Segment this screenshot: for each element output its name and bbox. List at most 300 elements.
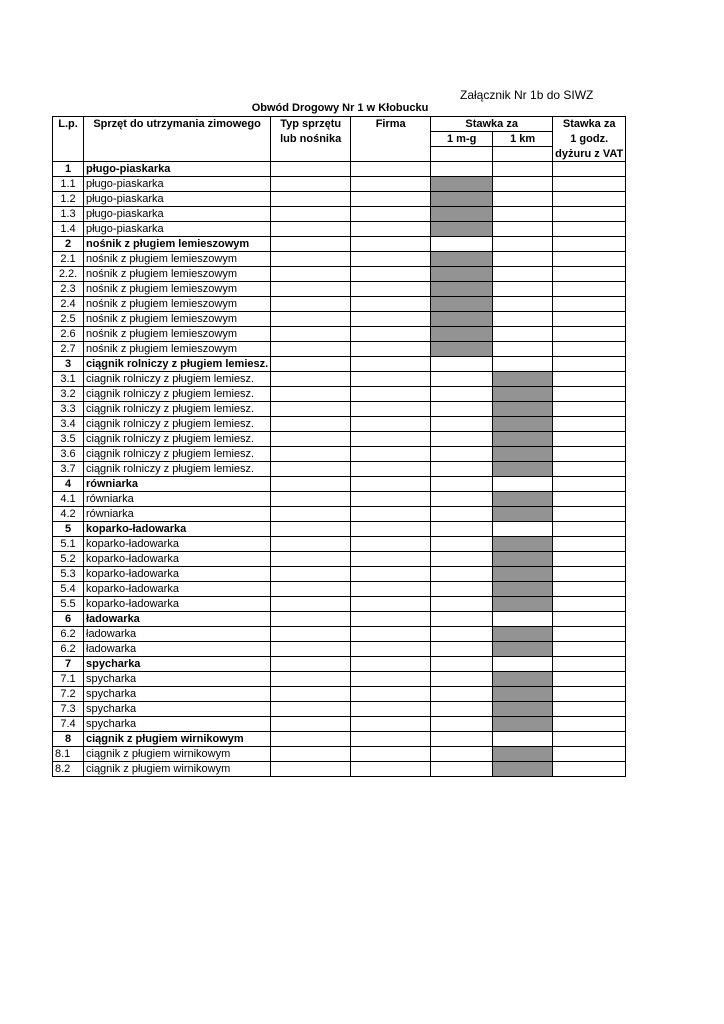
rate-km-cell[interactable] bbox=[493, 192, 553, 207]
rate-mg-cell[interactable] bbox=[431, 357, 493, 372]
group-row bbox=[53, 477, 626, 492]
rate-km-cell[interactable] bbox=[493, 507, 553, 522]
rate-km-cell[interactable] bbox=[493, 477, 553, 492]
rate-mg-cell[interactable] bbox=[431, 372, 493, 387]
rate-mg-cell[interactable] bbox=[431, 612, 493, 627]
duty-rate-cell[interactable] bbox=[553, 447, 626, 462]
row-equipment: ciągnik rolniczy z pługiem lemiesz. bbox=[84, 417, 271, 432]
rate-km-cell[interactable] bbox=[493, 597, 553, 612]
rate-km-cell[interactable] bbox=[493, 222, 553, 237]
type-cell[interactable] bbox=[271, 522, 351, 537]
row-equipment: ładowarka bbox=[84, 642, 271, 657]
rate-km-cell[interactable] bbox=[493, 372, 553, 387]
rate-mg-cell[interactable] bbox=[431, 312, 493, 327]
firm-cell[interactable] bbox=[351, 642, 431, 657]
duty-rate-cell[interactable] bbox=[553, 582, 626, 597]
type-cell[interactable] bbox=[271, 222, 351, 237]
rate-mg-cell[interactable] bbox=[431, 417, 493, 432]
rate-mg-cell[interactable] bbox=[431, 702, 493, 717]
type-cell[interactable] bbox=[271, 612, 351, 627]
row-equipment: pługo-piaskarka bbox=[84, 177, 271, 192]
firm-cell[interactable] bbox=[351, 372, 431, 387]
rate-mg-cell[interactable] bbox=[431, 177, 493, 192]
duty-rate-cell[interactable] bbox=[553, 312, 626, 327]
firm-cell[interactable] bbox=[351, 627, 431, 642]
duty-rate-cell[interactable] bbox=[553, 492, 626, 507]
row-lp: 5 bbox=[53, 522, 84, 537]
rate-mg-cell[interactable] bbox=[431, 567, 493, 582]
firm-cell[interactable] bbox=[351, 582, 431, 597]
rate-mg-cell[interactable] bbox=[431, 492, 493, 507]
type-cell[interactable] bbox=[271, 642, 351, 657]
rate-km-cell[interactable] bbox=[493, 327, 553, 342]
firm-cell[interactable] bbox=[351, 237, 431, 252]
row-lp: 3.7 bbox=[53, 462, 84, 477]
row-lp: 2 bbox=[53, 237, 84, 252]
row-lp: 6 bbox=[53, 612, 84, 627]
rate-km-cell[interactable] bbox=[493, 717, 553, 732]
row-equipment: ciągnik rolniczy z pługiem lemiesz. bbox=[84, 387, 271, 402]
type-cell[interactable] bbox=[271, 162, 351, 177]
duty-rate-cell[interactable] bbox=[553, 537, 626, 552]
duty-rate-cell[interactable] bbox=[553, 192, 626, 207]
row-lp: 8 bbox=[53, 732, 84, 747]
firm-cell[interactable] bbox=[351, 552, 431, 567]
rate-km-cell[interactable] bbox=[493, 552, 553, 567]
rate-km-cell[interactable] bbox=[493, 252, 553, 267]
type-cell[interactable] bbox=[271, 177, 351, 192]
rate-mg-cell[interactable] bbox=[431, 582, 493, 597]
row-equipment: ciągnik z pługiem wirnikowym bbox=[84, 762, 271, 777]
type-cell[interactable] bbox=[271, 747, 351, 762]
rate-km-cell[interactable] bbox=[493, 267, 553, 282]
firm-cell[interactable] bbox=[351, 177, 431, 192]
type-cell[interactable] bbox=[271, 357, 351, 372]
duty-rate-cell[interactable] bbox=[553, 372, 626, 387]
row-lp: 7.1 bbox=[53, 672, 84, 687]
type-cell[interactable] bbox=[271, 312, 351, 327]
rate-mg-cell[interactable] bbox=[431, 192, 493, 207]
type-cell[interactable] bbox=[271, 687, 351, 702]
duty-rate-cell[interactable] bbox=[553, 552, 626, 567]
duty-rate-cell[interactable] bbox=[553, 597, 626, 612]
duty-rate-cell[interactable] bbox=[553, 237, 626, 252]
rate-mg-cell[interactable] bbox=[431, 327, 493, 342]
table-row bbox=[53, 462, 626, 477]
row-lp: 5.4 bbox=[53, 582, 84, 597]
firm-cell[interactable] bbox=[351, 282, 431, 297]
table-row bbox=[53, 567, 626, 582]
firm-cell[interactable] bbox=[351, 162, 431, 177]
row-equipment: pługo-piaskarka bbox=[84, 207, 271, 222]
firm-cell[interactable] bbox=[351, 327, 431, 342]
rate-mg-cell[interactable] bbox=[431, 267, 493, 282]
type-cell[interactable] bbox=[271, 567, 351, 582]
duty-rate-cell[interactable] bbox=[553, 162, 626, 177]
rate-km-cell[interactable] bbox=[493, 582, 553, 597]
type-cell[interactable] bbox=[271, 672, 351, 687]
rate-km-cell[interactable] bbox=[493, 672, 553, 687]
row-equipment: nośnik z pługiem lemieszowym bbox=[84, 297, 271, 312]
group-row bbox=[53, 657, 626, 672]
row-lp: 2.5 bbox=[53, 312, 84, 327]
firm-cell[interactable] bbox=[351, 702, 431, 717]
rate-km-cell[interactable] bbox=[493, 747, 553, 762]
type-cell[interactable] bbox=[271, 387, 351, 402]
duty-rate-cell[interactable] bbox=[553, 732, 626, 747]
row-equipment: koparko-ładowarka bbox=[84, 567, 271, 582]
rate-km-cell[interactable] bbox=[493, 762, 553, 777]
type-cell[interactable] bbox=[271, 732, 351, 747]
rate-mg-cell[interactable] bbox=[431, 432, 493, 447]
rate-km-cell[interactable] bbox=[493, 492, 553, 507]
firm-cell[interactable] bbox=[351, 732, 431, 747]
type-cell[interactable] bbox=[271, 597, 351, 612]
row-equipment: ciągnik rolniczy z pługiem lemiesz. bbox=[84, 402, 271, 417]
rate-km-cell[interactable] bbox=[493, 282, 553, 297]
header-firm: Firma bbox=[351, 117, 431, 162]
duty-rate-cell[interactable] bbox=[553, 282, 626, 297]
firm-cell[interactable] bbox=[351, 507, 431, 522]
type-cell[interactable] bbox=[271, 447, 351, 462]
table-row bbox=[53, 687, 626, 702]
row-equipment: spycharka bbox=[84, 687, 271, 702]
table-row bbox=[53, 327, 626, 342]
row-lp: 7.3 bbox=[53, 702, 84, 717]
row-equipment: pługo-piaskarka bbox=[84, 222, 271, 237]
table-row bbox=[53, 417, 626, 432]
type-cell[interactable] bbox=[271, 762, 351, 777]
rate-mg-cell[interactable] bbox=[431, 627, 493, 642]
table-row bbox=[53, 387, 626, 402]
type-cell[interactable] bbox=[271, 282, 351, 297]
duty-rate-cell[interactable] bbox=[553, 327, 626, 342]
table-row bbox=[53, 177, 626, 192]
rate-km-cell[interactable] bbox=[493, 612, 553, 627]
rate-mg-cell[interactable] bbox=[431, 732, 493, 747]
rate-km-cell[interactable] bbox=[493, 447, 553, 462]
rate-mg-cell[interactable] bbox=[431, 402, 493, 417]
duty-rate-cell[interactable] bbox=[553, 207, 626, 222]
type-cell[interactable] bbox=[271, 492, 351, 507]
table-row bbox=[53, 762, 626, 777]
rate-mg-cell[interactable] bbox=[431, 537, 493, 552]
duty-rate-cell[interactable] bbox=[553, 657, 626, 672]
rate-mg-cell[interactable] bbox=[431, 552, 493, 567]
type-cell[interactable] bbox=[271, 402, 351, 417]
rate-km-cell[interactable] bbox=[493, 312, 553, 327]
rate-km-cell[interactable] bbox=[493, 417, 553, 432]
rate-mg-cell[interactable] bbox=[431, 747, 493, 762]
duty-rate-cell[interactable] bbox=[553, 267, 626, 282]
firm-cell[interactable] bbox=[351, 402, 431, 417]
duty-rate-cell[interactable] bbox=[553, 702, 626, 717]
row-lp: 5.1 bbox=[53, 537, 84, 552]
firm-cell[interactable] bbox=[351, 192, 431, 207]
table-row bbox=[53, 282, 626, 297]
duty-rate-cell[interactable] bbox=[553, 177, 626, 192]
type-cell[interactable] bbox=[271, 657, 351, 672]
rate-km-cell[interactable] bbox=[493, 537, 553, 552]
table-row bbox=[53, 372, 626, 387]
duty-rate-cell[interactable] bbox=[553, 462, 626, 477]
table-row bbox=[53, 672, 626, 687]
duty-rate-cell[interactable] bbox=[553, 342, 626, 357]
type-cell[interactable] bbox=[271, 252, 351, 267]
firm-cell[interactable] bbox=[351, 522, 431, 537]
table-row bbox=[53, 312, 626, 327]
header-type-line1: Typ sprzętu bbox=[271, 117, 351, 132]
type-cell[interactable] bbox=[271, 192, 351, 207]
firm-cell[interactable] bbox=[351, 312, 431, 327]
row-equipment: spycharka bbox=[84, 657, 271, 672]
row-equipment: pługo-piaskarka bbox=[84, 162, 271, 177]
row-lp: 3 bbox=[53, 357, 84, 372]
row-lp: 2.2. bbox=[53, 267, 84, 282]
duty-rate-cell[interactable] bbox=[553, 417, 626, 432]
rate-km-cell[interactable] bbox=[493, 657, 553, 672]
duty-rate-cell[interactable] bbox=[553, 357, 626, 372]
firm-cell[interactable] bbox=[351, 657, 431, 672]
type-cell[interactable] bbox=[271, 237, 351, 252]
row-equipment: ciągnik rolniczy z pługiem lemiesz. bbox=[84, 447, 271, 462]
firm-cell[interactable] bbox=[351, 492, 431, 507]
type-cell[interactable] bbox=[271, 372, 351, 387]
rate-km-cell[interactable] bbox=[493, 177, 553, 192]
row-equipment: koparko-ładowarka bbox=[84, 552, 271, 567]
rate-mg-cell[interactable] bbox=[431, 657, 493, 672]
type-cell[interactable] bbox=[271, 537, 351, 552]
duty-rate-cell[interactable] bbox=[553, 432, 626, 447]
group-row bbox=[53, 357, 626, 372]
firm-cell[interactable] bbox=[351, 462, 431, 477]
rate-mg-cell[interactable] bbox=[431, 672, 493, 687]
rate-mg-cell[interactable] bbox=[431, 237, 493, 252]
header-type-line2: lub nośnika bbox=[271, 132, 351, 147]
rate-mg-cell[interactable] bbox=[431, 222, 493, 237]
firm-cell[interactable] bbox=[351, 387, 431, 402]
row-equipment: ciagnik rolniczy z pługiem lemiesz. bbox=[84, 372, 271, 387]
group-row bbox=[53, 237, 626, 252]
rate-mg-cell[interactable] bbox=[431, 717, 493, 732]
attachment-label: Załącznik Nr 1b do SIWZ bbox=[460, 88, 594, 102]
row-lp: 2.1 bbox=[53, 252, 84, 267]
firm-cell[interactable] bbox=[351, 612, 431, 627]
row-lp: 3.5 bbox=[53, 432, 84, 447]
header-duty-line2: 1 godz. bbox=[553, 132, 626, 147]
firm-cell[interactable] bbox=[351, 222, 431, 237]
firm-cell[interactable] bbox=[351, 597, 431, 612]
header-row bbox=[53, 117, 626, 132]
type-cell[interactable] bbox=[271, 702, 351, 717]
rate-mg-cell[interactable] bbox=[431, 642, 493, 657]
rate-km-cell[interactable] bbox=[493, 642, 553, 657]
table-row bbox=[53, 642, 626, 657]
table-row bbox=[53, 192, 626, 207]
rate-km-cell[interactable] bbox=[493, 432, 553, 447]
type-cell[interactable] bbox=[271, 432, 351, 447]
firm-cell[interactable] bbox=[351, 252, 431, 267]
rate-km-cell[interactable] bbox=[493, 687, 553, 702]
row-equipment: równiarka bbox=[84, 477, 271, 492]
row-equipment: ciągnik rolniczy z pługiem lemiesz. bbox=[84, 357, 271, 372]
duty-rate-cell[interactable] bbox=[553, 717, 626, 732]
header-duty-line3: dyżuru z VAT bbox=[553, 147, 626, 162]
rate-mg-cell[interactable] bbox=[431, 162, 493, 177]
rate-mg-cell[interactable] bbox=[431, 447, 493, 462]
rate-km-cell[interactable] bbox=[493, 207, 553, 222]
row-equipment: ciągnik z pługiem wirnikowym bbox=[84, 747, 271, 762]
table-row bbox=[53, 252, 626, 267]
firm-cell[interactable] bbox=[351, 567, 431, 582]
row-equipment: spycharka bbox=[84, 717, 271, 732]
row-equipment: ładowarka bbox=[84, 627, 271, 642]
type-cell[interactable] bbox=[271, 507, 351, 522]
row-equipment: nośnik z pługiem lemieszowym bbox=[84, 252, 271, 267]
firm-cell[interactable] bbox=[351, 477, 431, 492]
rate-mg-cell[interactable] bbox=[431, 687, 493, 702]
duty-rate-cell[interactable] bbox=[553, 402, 626, 417]
table-row bbox=[53, 297, 626, 312]
rate-mg-cell[interactable] bbox=[431, 252, 493, 267]
type-cell[interactable] bbox=[271, 552, 351, 567]
row-lp: 1 bbox=[53, 162, 84, 177]
row-equipment: równiarka bbox=[84, 507, 271, 522]
row-lp: 5.5 bbox=[53, 597, 84, 612]
group-row bbox=[53, 522, 626, 537]
firm-cell[interactable] bbox=[351, 672, 431, 687]
rate-mg-cell[interactable] bbox=[431, 462, 493, 477]
firm-cell[interactable] bbox=[351, 267, 431, 282]
table-row bbox=[53, 747, 626, 762]
type-cell[interactable] bbox=[271, 297, 351, 312]
rate-mg-cell[interactable] bbox=[431, 762, 493, 777]
type-cell[interactable] bbox=[271, 207, 351, 222]
rate-mg-cell[interactable] bbox=[431, 282, 493, 297]
rate-km-cell[interactable] bbox=[493, 567, 553, 582]
firm-cell[interactable] bbox=[351, 297, 431, 312]
firm-cell[interactable] bbox=[351, 762, 431, 777]
row-equipment: spycharka bbox=[84, 702, 271, 717]
rate-mg-cell[interactable] bbox=[431, 297, 493, 312]
firm-cell[interactable] bbox=[351, 357, 431, 372]
type-cell[interactable] bbox=[271, 342, 351, 357]
duty-rate-cell[interactable] bbox=[553, 297, 626, 312]
rate-mg-cell[interactable] bbox=[431, 477, 493, 492]
group-row bbox=[53, 612, 626, 627]
type-cell[interactable] bbox=[271, 462, 351, 477]
firm-cell[interactable] bbox=[351, 687, 431, 702]
rate-km-cell[interactable] bbox=[493, 342, 553, 357]
row-lp: 7 bbox=[53, 657, 84, 672]
duty-rate-cell[interactable] bbox=[553, 522, 626, 537]
type-cell[interactable] bbox=[271, 627, 351, 642]
duty-rate-cell[interactable] bbox=[553, 477, 626, 492]
rate-km-cell[interactable] bbox=[493, 702, 553, 717]
row-equipment: ciągnik rolniczy z pługiem lemiesz. bbox=[84, 462, 271, 477]
firm-cell[interactable] bbox=[351, 537, 431, 552]
rate-km-cell[interactable] bbox=[493, 297, 553, 312]
row-lp: 5.3 bbox=[53, 567, 84, 582]
table-row bbox=[53, 207, 626, 222]
firm-cell[interactable] bbox=[351, 747, 431, 762]
rate-km-cell[interactable] bbox=[493, 627, 553, 642]
table-row bbox=[53, 507, 626, 522]
rate-mg-cell[interactable] bbox=[431, 597, 493, 612]
type-cell[interactable] bbox=[271, 717, 351, 732]
rate-mg-cell[interactable] bbox=[431, 207, 493, 222]
duty-rate-cell[interactable] bbox=[553, 222, 626, 237]
row-lp: 3.4 bbox=[53, 417, 84, 432]
duty-rate-cell[interactable] bbox=[553, 672, 626, 687]
rate-km-cell[interactable] bbox=[493, 732, 553, 747]
rate-mg-cell[interactable] bbox=[431, 342, 493, 357]
row-equipment: koparko-ładowarka bbox=[84, 522, 271, 537]
row-lp: 6.2 bbox=[53, 642, 84, 657]
rate-mg-cell[interactable] bbox=[431, 387, 493, 402]
header-duty-line1: Stawka za bbox=[553, 117, 626, 132]
type-cell[interactable] bbox=[271, 267, 351, 282]
rates-table bbox=[52, 116, 626, 777]
duty-rate-cell[interactable] bbox=[553, 627, 626, 642]
firm-cell[interactable] bbox=[351, 417, 431, 432]
header-equipment: Sprzęt do utrzymania zimowego bbox=[84, 117, 271, 162]
rate-mg-cell[interactable] bbox=[431, 522, 493, 537]
table-row bbox=[53, 627, 626, 642]
row-lp: 1.1 bbox=[53, 177, 84, 192]
duty-rate-cell[interactable] bbox=[553, 252, 626, 267]
duty-rate-cell[interactable] bbox=[553, 387, 626, 402]
table-row bbox=[53, 267, 626, 282]
duty-rate-cell[interactable] bbox=[553, 567, 626, 582]
type-cell[interactable] bbox=[271, 327, 351, 342]
firm-cell[interactable] bbox=[351, 207, 431, 222]
rate-km-cell[interactable] bbox=[493, 522, 553, 537]
row-lp: 4.1 bbox=[53, 492, 84, 507]
type-cell[interactable] bbox=[271, 477, 351, 492]
type-cell[interactable] bbox=[271, 417, 351, 432]
row-equipment: nośnik z pługiem lemieszowym bbox=[84, 267, 271, 282]
row-equipment: równiarka bbox=[84, 492, 271, 507]
row-lp: 5.2 bbox=[53, 552, 84, 567]
firm-cell[interactable] bbox=[351, 432, 431, 447]
rate-km-cell[interactable] bbox=[493, 402, 553, 417]
firm-cell[interactable] bbox=[351, 717, 431, 732]
duty-rate-cell[interactable] bbox=[553, 762, 626, 777]
duty-rate-cell[interactable] bbox=[553, 687, 626, 702]
rate-km-cell[interactable] bbox=[493, 387, 553, 402]
duty-rate-cell[interactable] bbox=[553, 747, 626, 762]
duty-rate-cell[interactable] bbox=[553, 612, 626, 627]
page-title: Obwód Drogowy Nr 1 w Kłobucku bbox=[251, 102, 429, 114]
row-lp: 3.2 bbox=[53, 387, 84, 402]
table-row bbox=[53, 492, 626, 507]
firm-cell[interactable] bbox=[351, 342, 431, 357]
type-cell[interactable] bbox=[271, 582, 351, 597]
table-row bbox=[53, 702, 626, 717]
rate-km-cell[interactable] bbox=[493, 162, 553, 177]
duty-rate-cell[interactable] bbox=[553, 642, 626, 657]
rate-km-cell[interactable] bbox=[493, 237, 553, 252]
rate-mg-cell[interactable] bbox=[431, 507, 493, 522]
header-rate-mg: 1 m-g bbox=[431, 132, 493, 147]
table-row bbox=[53, 552, 626, 567]
rate-km-cell[interactable] bbox=[493, 462, 553, 477]
firm-cell[interactable] bbox=[351, 447, 431, 462]
row-lp: 2.3 bbox=[53, 282, 84, 297]
duty-rate-cell[interactable] bbox=[553, 507, 626, 522]
rate-km-cell[interactable] bbox=[493, 357, 553, 372]
